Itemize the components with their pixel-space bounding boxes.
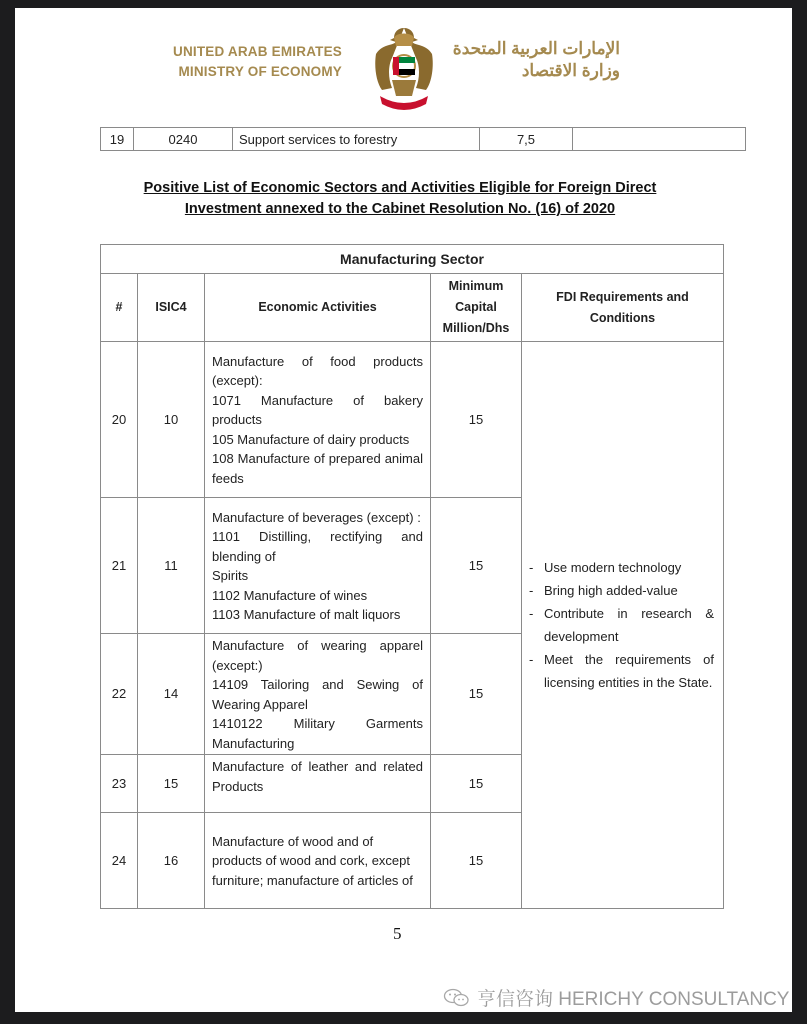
row-isic4: 14	[138, 634, 205, 755]
document-page	[15, 8, 792, 1012]
row-isic4: 0240	[134, 128, 233, 151]
col-req-line-1: FDI Requirements and	[556, 289, 689, 304]
activity-line: 1102 Manufacture of wines	[212, 587, 368, 603]
col-fdi-requirements	[522, 274, 724, 342]
row-isic4: 15	[138, 755, 205, 813]
activity-line: 14109 Tailoring and Sewing of Wearing Apparel	[212, 677, 423, 712]
watermark	[443, 984, 789, 1011]
activity-line: 108 Manufacture of prepared animal feeds	[212, 451, 423, 486]
activity-line: Manufacture of beverages (except) :	[212, 509, 421, 525]
row-isic4: 10	[138, 342, 205, 498]
row-activity	[205, 813, 431, 909]
row-capital: 15	[431, 342, 522, 498]
activity-line: furniture; manufacture of articles of	[212, 872, 413, 888]
column-headers	[101, 274, 724, 342]
manufacturing-sector-table	[100, 244, 724, 909]
table-row	[101, 342, 724, 498]
row-activity	[205, 498, 431, 634]
col-minimum-capital	[431, 274, 522, 342]
activity-line: 1410122 Military Garments Manufacturing	[212, 716, 423, 751]
requirement-item: - Meet the requirements of licensing entities in the State.	[529, 648, 714, 694]
table-row	[101, 128, 746, 151]
activity-line: Manufacture of food products (except):	[212, 353, 423, 389]
row-number: 20	[101, 342, 138, 498]
uae-falcon-emblem-icon	[372, 26, 436, 110]
row-activity	[205, 755, 431, 813]
row-number: 23	[101, 755, 138, 813]
requirement-item: - Contribute in research & development	[529, 602, 714, 648]
col-number: #	[101, 274, 138, 342]
header-country-arabic: الإمارات العربية المتحدة	[452, 39, 620, 58]
row-number: 19	[101, 128, 134, 151]
row-capital: 15	[431, 634, 522, 755]
fdi-requirements-cell	[522, 342, 724, 909]
activity-line: 1071 Manufacture of bakery products	[212, 392, 423, 428]
activity-line: 1101 Distilling, rectifying and blending of	[212, 529, 423, 564]
requirement-item: - Bring high added-value	[529, 579, 714, 602]
activity-line: products of wood and cork, except	[212, 853, 411, 869]
col-capital-line-3: Million/Dhs	[442, 321, 510, 335]
watermark-text: 亨信咨询 HERICHY CONSULTANCY	[477, 989, 790, 1010]
row-activity: Support services to forestry	[233, 128, 480, 151]
header-ministry: MINISTRY OF ECONOMY	[178, 64, 342, 79]
wechat-icon	[443, 988, 471, 1008]
row-number: 22	[101, 634, 138, 755]
activity-line: 1103 Manufacture of malt liquors	[212, 607, 401, 622]
previous-table-row	[100, 127, 746, 151]
col-req-line-2: Conditions	[589, 310, 656, 325]
row-activity	[205, 634, 431, 755]
col-capital-line-1: Minimum	[448, 279, 504, 293]
row-isic4: 11	[138, 498, 205, 634]
header-english	[173, 42, 342, 82]
row-capital: 7,5	[480, 128, 573, 151]
col-economic-activities: Economic Activities	[205, 274, 431, 342]
document-title	[100, 178, 700, 220]
row-activity	[205, 342, 431, 498]
row-capital: 15	[431, 498, 522, 634]
requirements-list	[523, 556, 722, 694]
header-country: UNITED ARAB EMIRATES	[173, 44, 342, 59]
title-line-1: Positive List of Economic Sectors and Activities Eligible for Foreign Direct	[143, 180, 657, 196]
activity-line: Manufacture of wearing apparel (except:)	[212, 638, 423, 673]
title-line-2: Investment annexed to the Cabinet Resolution No. (16) of 2020	[184, 201, 616, 217]
col-capital-line-2: Capital	[455, 300, 497, 314]
header-ministry-arabic: وزارة الاقتصاد	[521, 61, 620, 80]
header-arabic	[448, 38, 620, 82]
row-capital: 15	[431, 755, 522, 813]
activity-line: Manufacture of leather and related Products	[212, 759, 423, 794]
activity-line: Manufacture of wood and of	[212, 833, 374, 849]
row-capital: 15	[431, 813, 522, 909]
row-isic4: 16	[138, 813, 205, 909]
requirement-item: - Use modern technology	[529, 556, 714, 579]
col-isic4: ISIC4	[138, 274, 205, 342]
page-number: 5	[393, 924, 402, 943]
row-number: 21	[101, 498, 138, 634]
sector-heading: Manufacturing Sector	[101, 245, 724, 274]
activity-line: Spirits	[212, 568, 249, 583]
activity-line: 105 Manufacture of dairy products	[212, 431, 410, 447]
row-number: 24	[101, 813, 138, 909]
row-requirements	[573, 128, 746, 151]
